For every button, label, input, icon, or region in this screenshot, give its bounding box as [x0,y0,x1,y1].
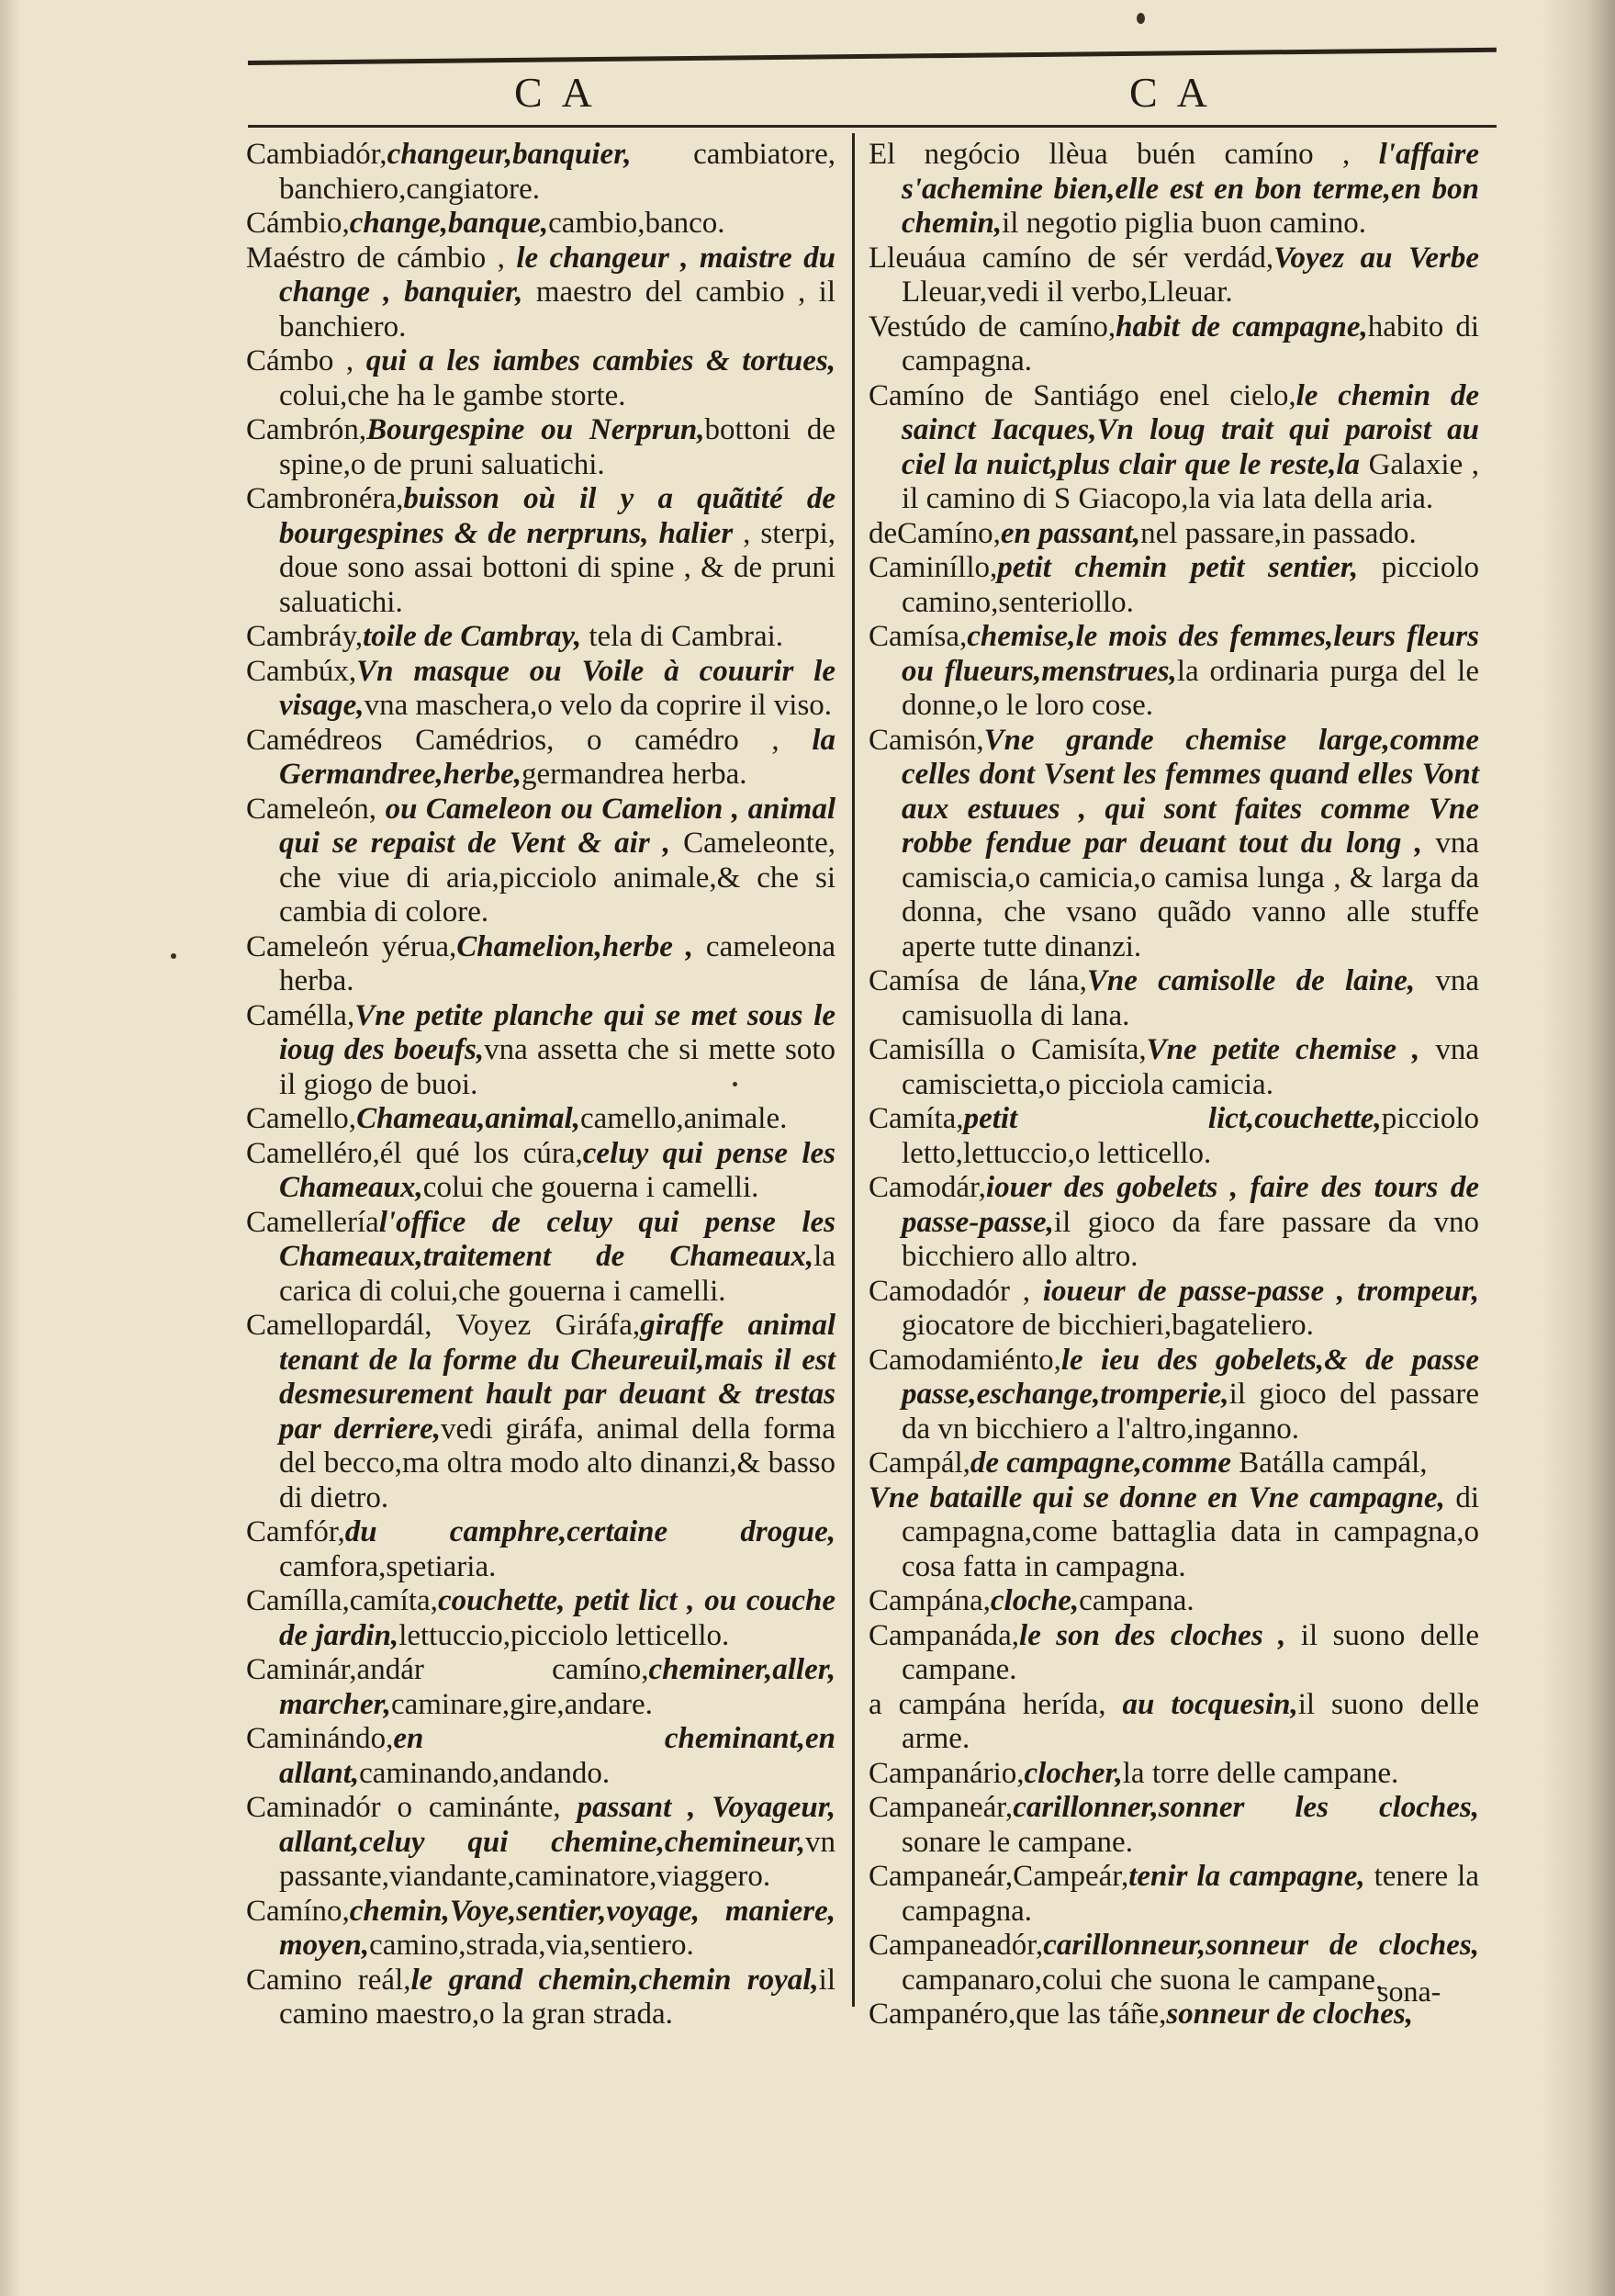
headword: a campána herída, [869,1687,1123,1721]
headword: Cameleón, [246,792,386,826]
italian-gloss: il negotio piglia buon camino. [1002,207,1366,240]
dictionary-entry [869,1860,1479,1929]
italian-gloss: cambio,banco. [548,207,725,240]
french-gloss: petit chemin petit sentier, [997,551,1359,584]
french-gloss: le changeur , maistre du change , banquier, [279,241,836,309]
headword: Cambiadór, [246,138,387,171]
headword: Cámbo , [246,344,366,377]
french-gloss: le chemin de sainct Iacques,Vn loug trait qui paroist au ciel la nuict,plus clair que le reste,la [902,378,1479,481]
italian-gloss: vn passante,viandante,caminatore,viaggero. [279,1825,836,1893]
dictionary-entry [869,1033,1479,1102]
italian-gloss: colui che gouerna i camelli. [422,1171,759,1204]
italian-gloss: tenere la campagna. [902,1860,1479,1928]
headword: El negócio llèua buén camíno , [869,138,1379,171]
dictionary-entry [246,724,836,793]
dictionary-entry [869,724,1479,965]
headword: Caminándo, [246,1722,394,1755]
french-gloss: ioueur de passe-passe , trompeur, [1042,1274,1479,1308]
italian-gloss: vna camiscia,o camicia,o camisa lunga , & larga da donna, che vsano quãdo vanno alle stuffe aperte tutte dinanzi. [902,827,1479,963]
french-gloss: Voyez au Verbe [1273,241,1479,275]
catchword: sona- [1377,1975,1441,2008]
french-gloss: Vne petite chemise , [1146,1033,1420,1066]
italian-gloss: vna maschera,o velo da coprire il viso. [364,689,833,722]
headword: Camodár, [869,1171,986,1204]
italian-gloss: germandrea herba. [521,758,747,791]
french-gloss: le ieu des gobelets,& de passe passe,eschange,tromperie, [902,1343,1479,1411]
ink-speck [171,953,176,959]
column-divider [852,133,855,2007]
french-gloss: tenir la campagne, [1128,1860,1365,1893]
italian-gloss: Galaxie , il camino di S Giacopo,la via lata della aria. [902,447,1480,515]
french-gloss: Vn masque ou Voile à couurir le visage, [279,654,836,722]
dictionary-entry [246,930,836,999]
italian-gloss: bottoni de spine,o de pruni saluatichi. [279,413,836,481]
dictionary-entry [246,1653,836,1722]
italian-gloss: campana. [1079,1584,1194,1617]
page-edge-shadow-right [1542,0,1615,2296]
headword: Caminár,andár camíno, [246,1653,649,1686]
ink-speck [1137,13,1145,24]
headword: Campanáda, [869,1618,1020,1652]
headword: Campaneár, [869,1791,1014,1824]
french-gloss: iouer des gobelets , faire des tours de passe-passe, [902,1171,1479,1239]
dictionary-entry [869,1102,1479,1171]
french-gloss: en cheminant,en allant, [279,1722,836,1790]
dictionary-entry [246,138,836,207]
italian-gloss: colui,che ha le gambe storte. [279,378,626,412]
italian-gloss: giocatore de bicchieri,bagateliero. [902,1309,1314,1342]
italian-gloss: caminando,andando. [359,1756,611,1790]
headword: Camisón, [869,723,984,757]
dictionary-entry [869,310,1479,379]
dictionary-entry [869,1481,1479,1585]
headword: Lleuáua camíno de sér verdád, [869,241,1274,275]
headword: Cámbio, [246,207,350,240]
dictionary-entry [869,1446,1479,1481]
french-gloss: le grand chemin,chemin royal, [410,1963,819,1997]
dictionary-entry [246,655,836,724]
french-gloss: petit lict,couchette, [963,1102,1382,1135]
french-gloss: Bourgespine ou Nerprun, [366,413,705,446]
dictionary-entry [869,1584,1479,1619]
italian-gloss: camino,strada,via,sentiero. [369,1929,694,1962]
headword: Camíta, [869,1102,964,1135]
italian-gloss: maestro del cambio , il banchiero. [279,276,836,343]
french-gloss: change,banque, [349,207,549,240]
french-gloss: Vne grande chemise large,comme celles dont Vsent les femmes quand elles Vont aux estuues , qui sont faites comme Vne robbe fendue par deuant tout du long , [902,723,1479,860]
dictionary-entry [869,1344,1479,1447]
french-gloss: chemin,Voye,sentier,voyage, maniere, moyen, [279,1894,836,1962]
italian-gloss: habito di campagna. [902,310,1480,377]
french-gloss: carillonneur,sonneur de cloches, [1043,1929,1479,1962]
headword: Cambronéra, [246,482,404,515]
italian-gloss: picciolo letto,lettuccio,o letticello. [902,1102,1479,1170]
dictionary-entry [246,1515,836,1584]
french-gloss: carillonner,sonner les cloches, [1013,1791,1479,1824]
french-gloss: habit de campagne, [1116,310,1368,343]
italian-gloss: cambiatore, banchiero,cangiatore. [279,138,836,206]
headword: Camfór, [246,1515,345,1548]
dictionary-entry [869,1791,1479,1860]
french-gloss: sonneur de cloches, [1166,1998,1413,2031]
french-gloss: l'office de celuy qui pense les Chameaux,traitement de Chameaux, [279,1205,836,1273]
italian-gloss: Cameleonte, che viue di aria,picciolo animale,& che si cambia di colore. [279,827,836,929]
italian-gloss: il gioco da fare passare da vno bicchiero allo altro. [902,1205,1479,1273]
headword: Vestúdo de camíno, [869,310,1116,343]
french-gloss: chemise,le mois des femmes,leurs fleurs ou flueurs,menstrues, [902,620,1479,688]
dictionary-entry [246,1137,836,1206]
dictionary-entry [246,1584,836,1653]
dictionary-entry [246,1206,836,1310]
left-column [246,138,836,2032]
headword: Caminíllo, [869,551,998,584]
italian-gloss: nel passare,in passado. [1140,516,1417,550]
right-column [869,138,1479,2032]
dictionary-entry [246,1309,836,1515]
italian-gloss: lettuccio,picciolo letticello. [398,1618,730,1652]
headword: deCamíno, [869,516,1001,550]
italian-gloss: il suono delle arme. [902,1687,1479,1755]
italian-gloss: vedi giráfa, animal della forma del becco,ma oltra modo alto dinanzi,& basso di dietro. [279,1412,836,1514]
headword: Campaneár,Campeár, [869,1860,1129,1893]
headword: Cambráy, [246,620,364,653]
italian-gloss: la ordinaria purga del le donne,o le loro cose. [902,654,1479,722]
dictionary-entry [869,964,1479,1033]
dictionary-entry [869,551,1479,620]
headword: Campál, [869,1446,970,1480]
headword: Cambrón, [246,413,367,446]
italian-gloss: camello,animale. [579,1102,788,1135]
french-gloss: Chameau,animal, [356,1102,580,1135]
dictionary-entry [869,1171,1479,1275]
italian-gloss: vna assetta che si mette soto il giogo de buoi. [279,1033,836,1101]
dictionary-entry [246,620,836,655]
italian-gloss: il suono delle campane. [902,1618,1479,1686]
headword: Camelléro,él qué los cúra, [246,1136,583,1170]
dictionary-entry [246,1791,836,1895]
french-gloss: l'affaire s'achemine bien,elle est en bon terme,en bon chemin, [902,138,1479,240]
headword: Camísa de lána, [869,964,1087,997]
italian-gloss: sonare le campane. [902,1825,1133,1859]
french-gloss: celuy qui pense les Chameaux, [279,1136,836,1204]
dictionary-entry [246,1895,836,1964]
french-gloss: Vne bataille qui se donne en Vne campagne, [869,1480,1445,1514]
headword: Camísa, [869,620,968,653]
headword: Maéstro de cámbio , [246,241,517,275]
french-gloss: Vne petite planche qui se met sous le ioug des boeufs, [279,998,836,1066]
dictionary-entry [246,1102,836,1137]
french-gloss: au tocquesin, [1122,1687,1298,1721]
italian-gloss: campanaro,colui che suona le campane. [902,1963,1384,1997]
italian-gloss: la carica di colui,che gouerna i camelli. [279,1240,836,1308]
french-gloss: en passant, [1000,516,1141,550]
header-top-rule [248,48,1497,65]
header-bottom-rule [248,125,1497,128]
italian-gloss: caminare,gire,andare. [390,1687,653,1721]
french-gloss: la Germandree,herbe, [279,723,836,791]
dictionary-entry [869,1757,1479,1792]
french-gloss: clocher, [1024,1756,1123,1790]
dictionary-entry [246,344,836,413]
italian-gloss: , sterpi, doue sono assai bottoni di spine , & de pruni saluatichi. [279,516,836,619]
headword: Cambúx, [246,654,357,688]
french-gloss: giraffe animal tenant de la forme du Cheureuil,mais il est desmesurement hault par deuant & trestas par derriere, [279,1309,836,1446]
french-gloss: toile de Cambray, [363,620,582,653]
headword: Camílla,camíta, [246,1584,438,1617]
dictionary-entry [869,138,1479,242]
headword: Camíno, [246,1894,350,1928]
running-head-left: C A [514,69,598,116]
dictionary-entry [869,1688,1479,1757]
ink-speck [733,1082,737,1086]
headword: Camédreos Camédrios, o camédro , [246,723,813,757]
dictionary-entry [246,482,836,620]
french-gloss: qui a les iambes cambies & tortues, [365,344,836,377]
italian-gloss: la torre delle campane. [1122,1756,1399,1790]
dictionary-entry [246,242,836,345]
headword: Camodamiénto, [869,1343,1061,1377]
french-gloss: de campagne,comme [970,1446,1231,1480]
italian-gloss: Lleuar,vedi il verbo,Lleuar. [902,276,1233,309]
dictionary-entry [869,620,1479,724]
french-gloss: le son des cloches , [1019,1618,1286,1652]
italian-gloss: di campagna,come battaglia data in campagna,o cosa fatta in campagna. [902,1480,1479,1583]
french-gloss: Vne camisolle de laine, [1086,964,1416,997]
dictionary-entry [869,242,1479,310]
italian-gloss: vna camiscietta,o picciola camicia. [902,1033,1479,1101]
italian-gloss: Batálla campál, [1231,1446,1428,1480]
french-gloss: ou Cameleon ou Camelion , animal qui se repaist de Vent & air , [279,792,836,860]
italian-gloss: picciolo camino,senteriollo. [902,551,1479,619]
dictionary-entry [246,1722,836,1791]
french-gloss: du camphre,certaine drogue, [344,1515,836,1548]
dictionary-entry [246,999,836,1103]
headword: Campána, [869,1584,991,1617]
dictionary-entry [246,207,836,242]
page-edge-shadow-left [0,0,20,2296]
headword: Caminadór o caminánte, [246,1791,578,1824]
italian-gloss: il gioco del passare da vn bicchiero a l'altro,inganno. [902,1378,1479,1446]
dictionary-entry [246,413,836,482]
dictionary-entry [246,1964,836,2032]
headword: Campaneadór, [869,1929,1044,1962]
headword: Campanéro,que las táñe, [869,1998,1167,2031]
french-gloss: couchette, petit lict , ou couche de jardin, [279,1584,836,1652]
dictionary-entry [246,793,836,930]
dictionary-entry [869,1619,1479,1688]
headword: Caméllа, [246,998,355,1032]
dictionary-entry [869,517,1479,552]
dictionary-entry [869,379,1479,517]
headword: Camellería [246,1205,379,1239]
headword: Camello, [246,1102,357,1135]
headword: Camodadór , [869,1274,1043,1308]
headword: Camino reál, [246,1963,411,1997]
italian-gloss: cameleona herba. [279,929,836,997]
headword: Camellopardál, Voyez Giráfa, [246,1309,641,1342]
french-gloss: passant , Voyageur, allant,celuy qui chemine,chemineur, [279,1791,836,1859]
headword: Camisílla o Camisíta, [869,1033,1147,1066]
french-gloss: buisson où il y a quãtité de bourgespines & de nerpruns, halier [279,482,836,550]
french-gloss: Chamelion,herbe , [456,929,694,963]
french-gloss: changeur,banquier, [387,138,632,171]
dictionary-entry [869,1275,1479,1344]
italian-gloss: tela di Cambrai. [581,620,784,653]
italian-gloss: camfora,spetiaria. [279,1549,497,1583]
italian-gloss: il camino maestro,o la gran strada. [279,1963,836,2031]
headword: Campanário, [869,1756,1025,1790]
french-gloss: cheminer,aller, marcher, [279,1653,836,1721]
headword: Cameleón yérua, [246,929,457,963]
headword: Camíno de Santiágo enel cielo, [869,378,1296,412]
french-gloss: cloche, [990,1584,1080,1617]
running-head-right: C A [1129,69,1213,116]
italian-gloss: vna camisuolla di lana. [902,964,1479,1032]
